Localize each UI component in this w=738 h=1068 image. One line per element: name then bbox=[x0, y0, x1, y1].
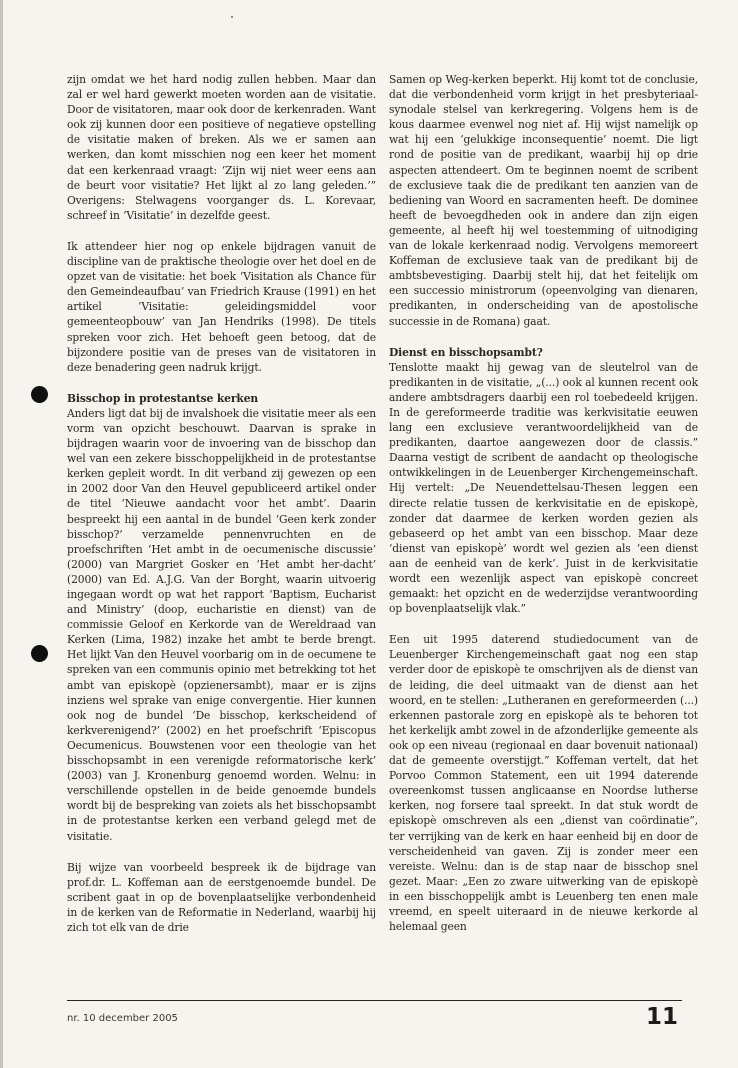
paragraph: Anders ligt dat bij de invalshoek die visitatie meer als een vorm van opzicht beschouwt. Daarvan is sprake in bijdragen waarin voor de invoering van de bisschop dan wel van een zekere bisschoppelijkheid in de protestantse kerken gepleit wordt. In dit verband zij gewezen op een in 2002 door Van den Heuvel gepubliceerd artikel onder de titel ‘Nieuwe aandacht voor het ambt’. Daarin bespreekt hij een aantal in de bundel ‘Geen kerk zonder bisschop?’ verzamelde pennenvruchten en de proefschriften ‘Het ambt in de oecumenische discussie’ (2000) van Margriet Gosker en ‘Het ambt her-dacht’ (2000) van Ed. A.J.G. Van der Borght, waarin uitvoerig ingegaan wordt op wat het rapport ‘Baptism, Eucharist and Ministry’ (doop, eucharistie en dienst) van de commissie Geloof en Kerkorde van de Wereldraad van Kerken (Lima, 1982) inzake het ambt te berde brengt. Het lijkt Van den Heuvel voorbarig om in de oecumene te spreken van een communis opinio met betrekking tot het ambt van episkopè (opzienersambt), maar er is zijns inziens wel sprake van enige convergentie. Hier kunnen ook nog de bundel ‘De bisschop, kerkscheidend of kerkverenigend?’ (2002) en het proefschrift ‘Episcopus Oecumenicus. Bouwstenen voor een theologie van het bisschopsambt in een verenigde reformatorische kerk’ (2003) van J. Kronenburg genoemd worden. Welnu: in verschillende opstellen in de beide genoemde bundels wordt bij de bespreking van zoiets als het bisschopsambt in de protestantse kerken een verband gelegd met de visitatie. bbox=[67, 406, 376, 843]
page-edge bbox=[0, 0, 3, 1068]
section-heading: Dienst en bisschopsambt? bbox=[389, 345, 543, 359]
paragraph: Ik attendeer hier nog op enkele bijdragen vanuit de discipline van de praktische theologie over het doel en de opzet van de visitatie: het boek ‘Visitation als Chance für den Gemeindeaufbau’ van Friedrich Krause (1991) en het artikel ‘Visitatie: geleidingsmiddel voor gemeenteopbouw’ van Jan Hendriks (1998). De titels spreken voor zich. Het behoeft geen betoog, dat de bijzondere positie van de preses van de visitatoren in deze benadering geen nadruk krijgt. bbox=[67, 239, 376, 374]
left-column bbox=[67, 72, 376, 951]
issue-label: nr. 10 december 2005 bbox=[67, 1013, 178, 1024]
paragraph: zijn omdat we het hard nodig zullen hebben. Maar dan zal er wel hard gewerkt moeten worden aan de visitatie. Door de visitatoren, maar ook door de kerkenraden. Want ook zij kunnen door een positieve of negatieve opstelling de visitatie maken of breken. Als we er samen aan werken, dan komt misschien nog een keer het moment dat een kerkenraad vraagt: ‘Zijn wij niet weer eens aan de beurt voor visitatie? Het lijkt al zo lang geleden.’” Overigens: Stelwagens voorganger ds. L. Korevaar, schreef in ‘Visitatie’ in dezelfde geest. bbox=[67, 73, 376, 222]
paragraph: Een uit 1995 daterend studiedocument van de Leuenberger Kirchengemeinschaft gaat nog een stap verder door de episkopè te omschrijven als de dienst van de leiding, die deel uitmaakt van de dienst aan het woord, en te stellen: „Lutheranen en gereformeerden (...) erkennen pastorale zorg en episkopè als te behoren tot het kerkelijk ambt zowel in de afzonderlijke gemeente als ook op een niveau (regionaal en daar bovenuit nationaal) dat de gemeente overstijgt.” Koffeman vertelt, dat het Porvoo Common Statement, een uit 1994 daterende overeenkomst tussen anglicaanse en Noordse lutherse kerken, nog forsere taal spreekt. In dat stuk wordt de episkopè omschreven als een „dienst van coördinatie”, ter verrijking van de kerk en haar eenheid bij en door de verscheidenheid van gaven. Zij is zonder meer een vereiste. Welnu: dan is de stap naar de bisschop snel gezet. Maar: „Een zo zware uitwerking van de episkopè in een bisschoppelijk ambt is Leuenberg ten enen male vreemd, en speelt uiteraard in de nieuwe kerkorde al helemaal geen bbox=[389, 633, 698, 934]
speck-mark bbox=[231, 16, 233, 18]
section-heading: Bisschop in protestantse kerken bbox=[67, 391, 259, 405]
footer-rule bbox=[67, 1000, 682, 1001]
paragraph: Samen op Weg-kerken beperkt. Hij komt tot de conclusie, dat die verbondenheid vorm krijgt in het presbyteriaal-synodale stelsel van kerkregering. Volgens hem is de kous daarmee evenwel nog niet af. Hij wijst namelijk op wat hij een ‘gelukkige inconsequentie’ noemt. Die ligt rond de positie van de predikant, waarbij hij op drie aspecten attendeert. Om te beginnen noemt de scribent de exclusieve taak die de predikant ten aanzien van de bediening van Woord en sacramenten heeft. De dominee heeft de bevoegdheden ook in andere dan zijn eigen gemeente, al heeft hij wel toestemming of uitnodiging van de lokale kerkenraad nodig. Vervolgens memoreert Koffeman de exclusieve taak van de predikant bij de ambtsbevestiging. Daarbij stelt hij, dat het feitelijk om een successio ministrorum (opeenvolging van dienaren, predikanten, in onderscheiding van de apostolische successie in de Romana) gaat. bbox=[389, 73, 698, 328]
punch-hole-upper bbox=[31, 386, 48, 403]
punch-hole-lower bbox=[31, 645, 48, 662]
page-number: 11 bbox=[646, 1004, 679, 1030]
paragraph: Bij wijze van voorbeeld bespreek ik de bijdrage van prof.dr. L. Koffeman aan de eerstgenoemde bundel. De scribent gaat in op de bovenplaatselijke verbondenheid in de kerken van de Reformatie in Nederland, waarbij hij zich tot elk van de drie bbox=[67, 860, 376, 934]
right-column bbox=[389, 72, 698, 950]
paragraph: Tenslotte maakt hij gewag van de sleutelrol van de predikanten in de visitatie, „(...) ook al kunnen recent ook andere ambtsdragers daarbij een rol toebedeeld krijgen. In de gereformeerde traditie was kerkvisitatie eeuwen lang een exclusieve verantwoordelijkheid van de predikanten, daartoe aangewezen door de classis.” Daarna vestigt de scribent de aandacht op theologische ontwikkelingen in de Leuenberger Kirchengemeinschaft. Hij vertelt: „De Neuendettelsau-Thesen leggen een directe relatie tussen de kerkvisitatie en de episkopè, zonder dat daarmee de kerken worden gezien als gebaseerd op het ambt van een bisschop. Maar deze ‘dienst van episkopè’ wordt wel gezien als ‘een dienst aan de eenheid van de kerk’. Juist in de kerkvisitatie wordt een wezenlijk aspect van episkopè concreet gemaakt: het opzicht en de wederzijdse verantwoording op bovenplaatselijk vlak.” bbox=[389, 360, 698, 616]
